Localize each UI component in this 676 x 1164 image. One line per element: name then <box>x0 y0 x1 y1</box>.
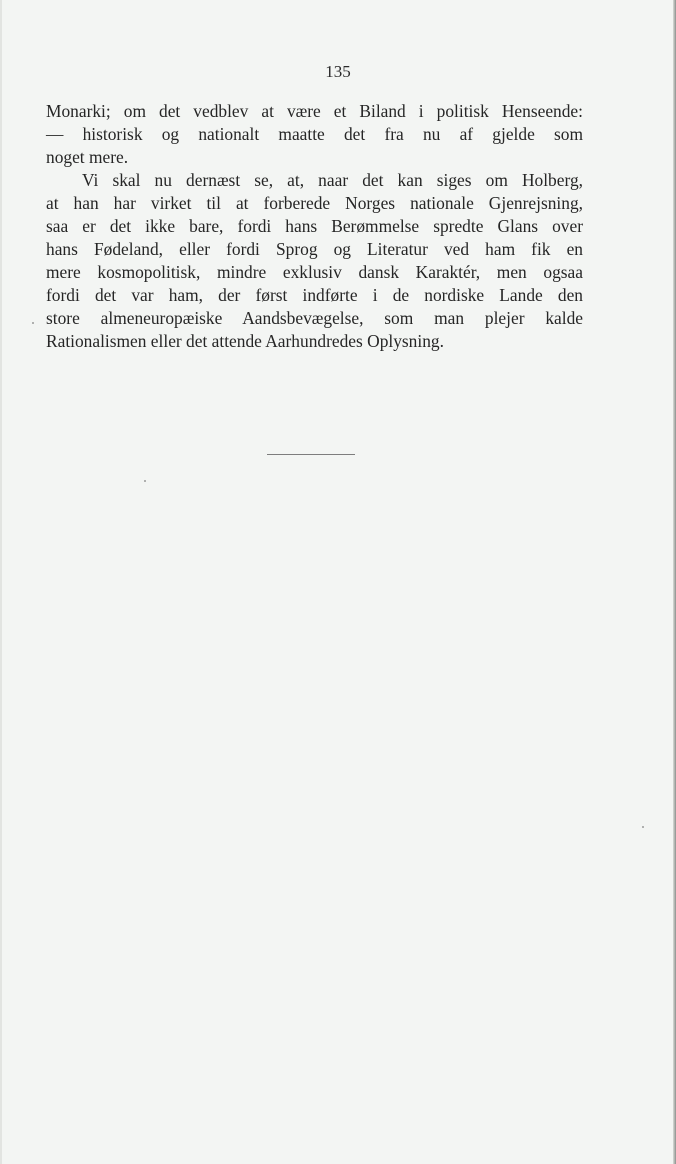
text-line: Rationalismen eller det attende Aarhundredes Oplysning. <box>46 331 444 351</box>
text-line: — historisk og nationalt maatte det fra nu af gjelde som <box>46 124 583 144</box>
section-divider <box>267 454 355 455</box>
text-line: Vi skal nu dernæst se, at, naar det kan siges om Holberg, <box>82 170 583 190</box>
paper-speck <box>144 480 146 482</box>
paper-speck <box>642 826 644 828</box>
body-text <box>46 100 583 353</box>
text-line: fordi det var ham, der først indførte i de nordiske Lande den <box>46 285 583 305</box>
page-left-edge <box>0 0 2 1164</box>
text-line: saa er det ikke bare, fordi hans Berømmelse spredte Glans over <box>46 216 583 236</box>
text-line: noget mere. <box>46 147 129 167</box>
paper-speck <box>32 322 34 324</box>
text-line: hans Fødeland, eller fordi Sprog og Literatur ved ham fik en <box>46 239 583 259</box>
text-line: at han har virket til at forberede Norges nationale Gjenrejsning, <box>46 193 583 213</box>
text-line: mere kosmopolitisk, mindre exklusiv dansk Karaktér, men ogsaa <box>46 262 583 282</box>
text-line: store almeneuropæiske Aandsbevægelse, som man plejer kalde <box>46 308 583 328</box>
page-number: 135 <box>325 62 351 81</box>
text-line: Monarki; om det vedblev at være et Biland i politisk Henseende: <box>46 101 583 121</box>
